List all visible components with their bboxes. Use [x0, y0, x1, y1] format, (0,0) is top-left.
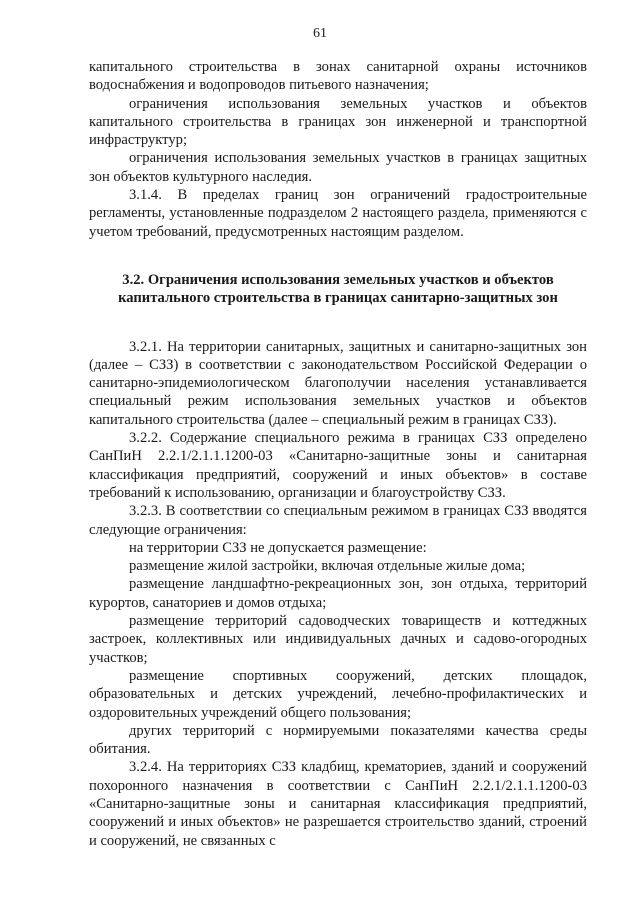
paragraph-3-2-2: 3.2.2. Содержание специального режима в границах СЗЗ определено СанПиН 2.2.1/2.1.1.1200-03 «Санитарно-защитные зоны и санитарная классификация предприятий, сооружений и иных объектов» в составе требований к использованию, организации и благоустройству СЗЗ.	[89, 430, 587, 501]
list-item-sports-education: размещение спортивных сооружений, детских площадок, образовательных и детских учреждений, лечебно-профилактических и оздоровительных учреждений общего пользования;	[89, 667, 587, 721]
paragraph-engineering-restrictions: ограничения использования земельных участков и объектов капитального строительства в границах зон инженерной и транспортной инфраструктур;	[89, 95, 587, 149]
list-item-gardening: размещение территорий садоводческих товариществ и коттеджных застроек, коллективных или индивидуальных дачных и садово-огородных участков;	[89, 613, 587, 666]
page-number: 61	[313, 26, 327, 41]
list-item-residential: размещение жилой застройки, включая отдельные жилые дома;	[129, 558, 526, 575]
paragraph-3-1-4: 3.1.4. В пределах границ зон ограничений градостроительные регламенты, установленные подразделом 2 настоящего раздела, применяются с учетом требований, предусмотренных настоящим разделом.	[89, 187, 587, 240]
paragraph-sanitary-protection: капитального строительства в зонах санитарной охраны источников водоснабжения и водопроводов питьевого назначения;	[89, 59, 587, 94]
section-heading-3-2: 3.2. Ограничения использования земельных участков и объектов капитального строительства в границах санитарно-защитных зон	[118, 271, 558, 307]
list-item-recreation: размещение ландшафтно-рекреационных зон, зон отдыха, территорий курортов, санаториев и домов отдыха;	[89, 576, 587, 611]
document-body	[89, 58, 587, 850]
paragraph-cultural-heritage: ограничения использования земельных участков в границах защитных зон объектов культурного наследия.	[89, 150, 587, 185]
paragraph-3-2-1: 3.2.1. На территории санитарных, защитных и санитарно-защитных зон (далее – СЗЗ) в соответствии с законодательством Российской Федерации о санитарно-эпидемиологическом благополучии населения устанавливается специальный режим использования земельных участков и объектов капитального строительства (далее – специальный режим в границах СЗЗ).	[89, 338, 587, 428]
paragraph-3-2-3: 3.2.3. В соответствии со специальным режимом в границах СЗЗ вводятся следующие ограничения:	[89, 503, 587, 538]
paragraph-3-2-4: 3.2.4. На территориях СЗЗ кладбищ, крематориев, зданий и сооружений похоронного назначения в соответствии с СанПиН 2.2.1/2.1.1.1200-03 «Санитарно-защитные зоны и санитарная классификация предприятий, сооружений и иных объектов» не разрешается строительство зданий, строений и сооружений, не связанных с	[89, 759, 587, 849]
list-intro: на территории СЗЗ не допускается размещение:	[129, 539, 427, 556]
list-item-other-territories: других территорий с нормируемыми показателями качества среды обитания.	[89, 722, 587, 758]
